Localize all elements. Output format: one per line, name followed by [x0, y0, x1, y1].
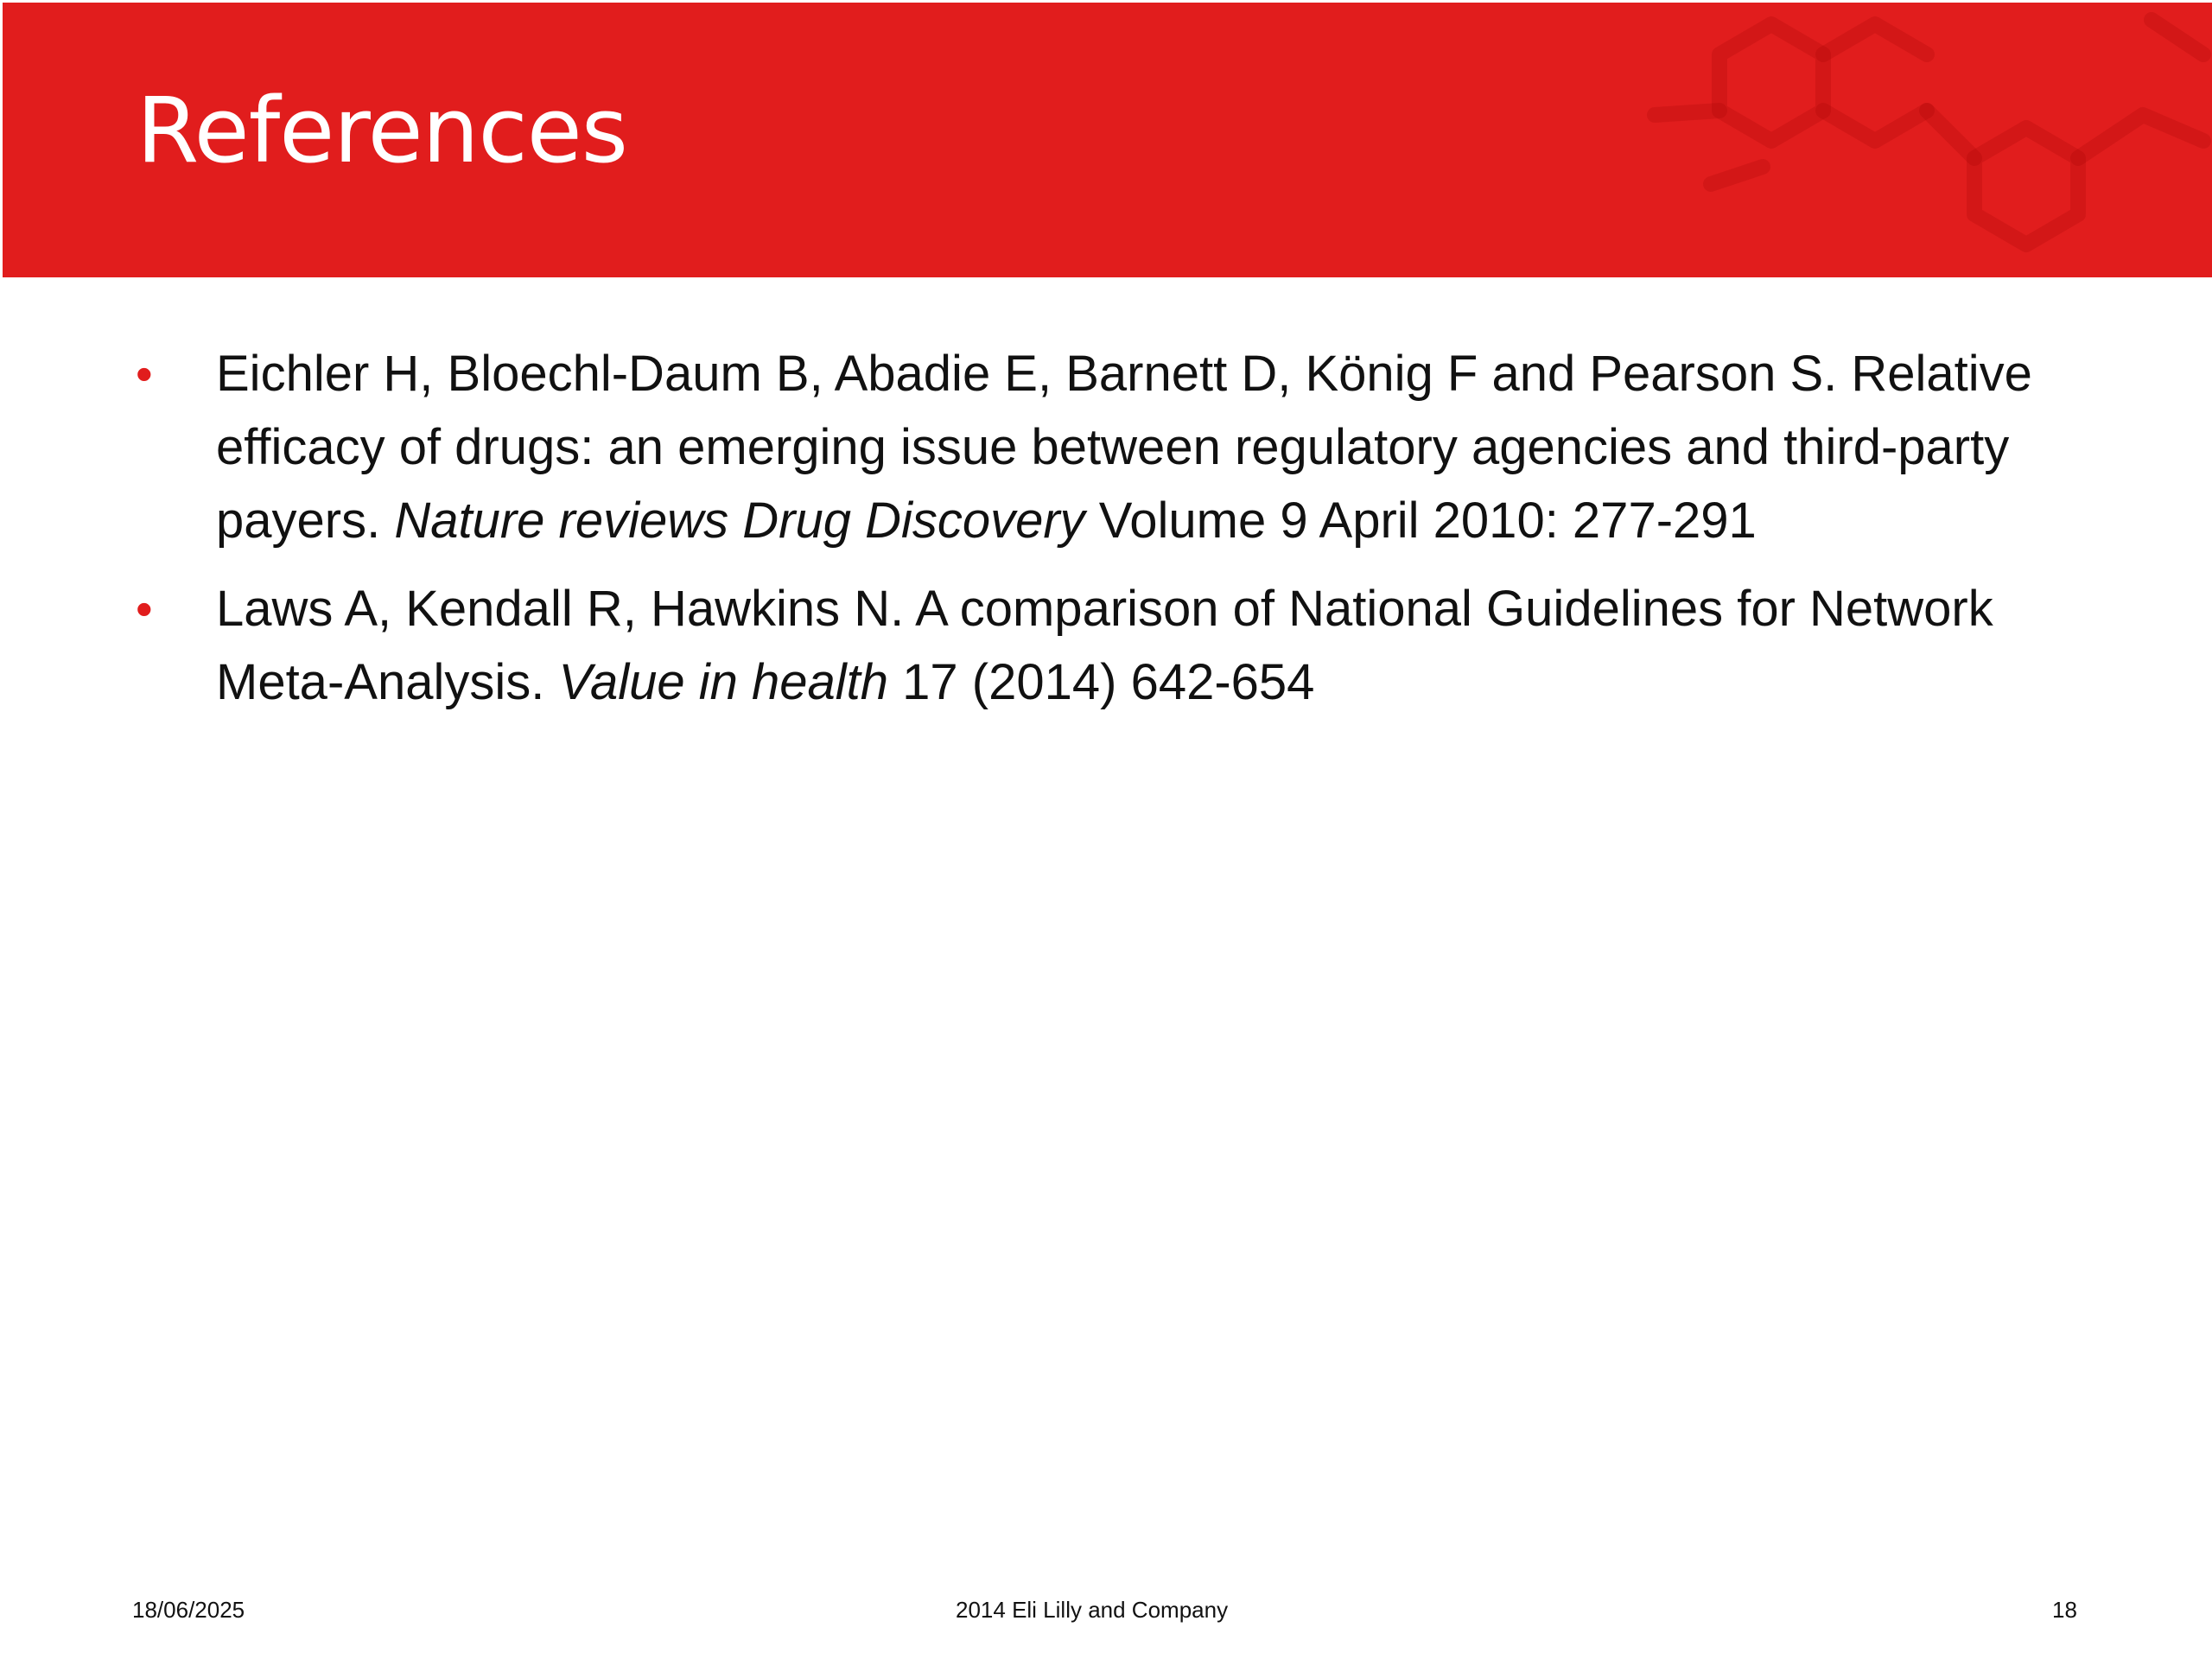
- bullet-dot-icon: •: [136, 346, 153, 401]
- slide-number: 18: [2052, 1597, 2077, 1623]
- bullet-dot-icon: •: [136, 582, 153, 636]
- molecular-pattern-icon: [1262, 3, 2212, 277]
- reference-details: Volume 9 April 2010: 277-291: [1084, 493, 1757, 549]
- footer-date: 18/06/2025: [132, 1597, 245, 1623]
- reference-authors-title: Laws A, Kendall R, Hawkins N. A comparison of National Guidelines for Network Meta-Analysis.: [216, 581, 1993, 710]
- reference-journal: Nature reviews Drug Discovery: [394, 493, 1085, 549]
- footer-company: 2014 Eli Lilly and Company: [956, 1597, 1229, 1623]
- reference-text: [216, 346, 2032, 549]
- reference-details: 17 (2014) 642-654: [888, 654, 1315, 710]
- reference-text: [216, 581, 1993, 710]
- reference-item: [136, 572, 2117, 719]
- reference-item: [136, 337, 2117, 557]
- reference-authors-title: Eichler H, Bloechl-Daum B, Abadie E, Barnett D, König F and Pearson S. Relative efficacy of drugs: an emerging issue between regulatory agencies and third-party payers.: [216, 346, 2032, 549]
- reference-journal: Value in health: [558, 654, 889, 710]
- page-title: References: [137, 78, 627, 183]
- slide-header: [3, 3, 2212, 277]
- reference-list: [136, 337, 2117, 734]
